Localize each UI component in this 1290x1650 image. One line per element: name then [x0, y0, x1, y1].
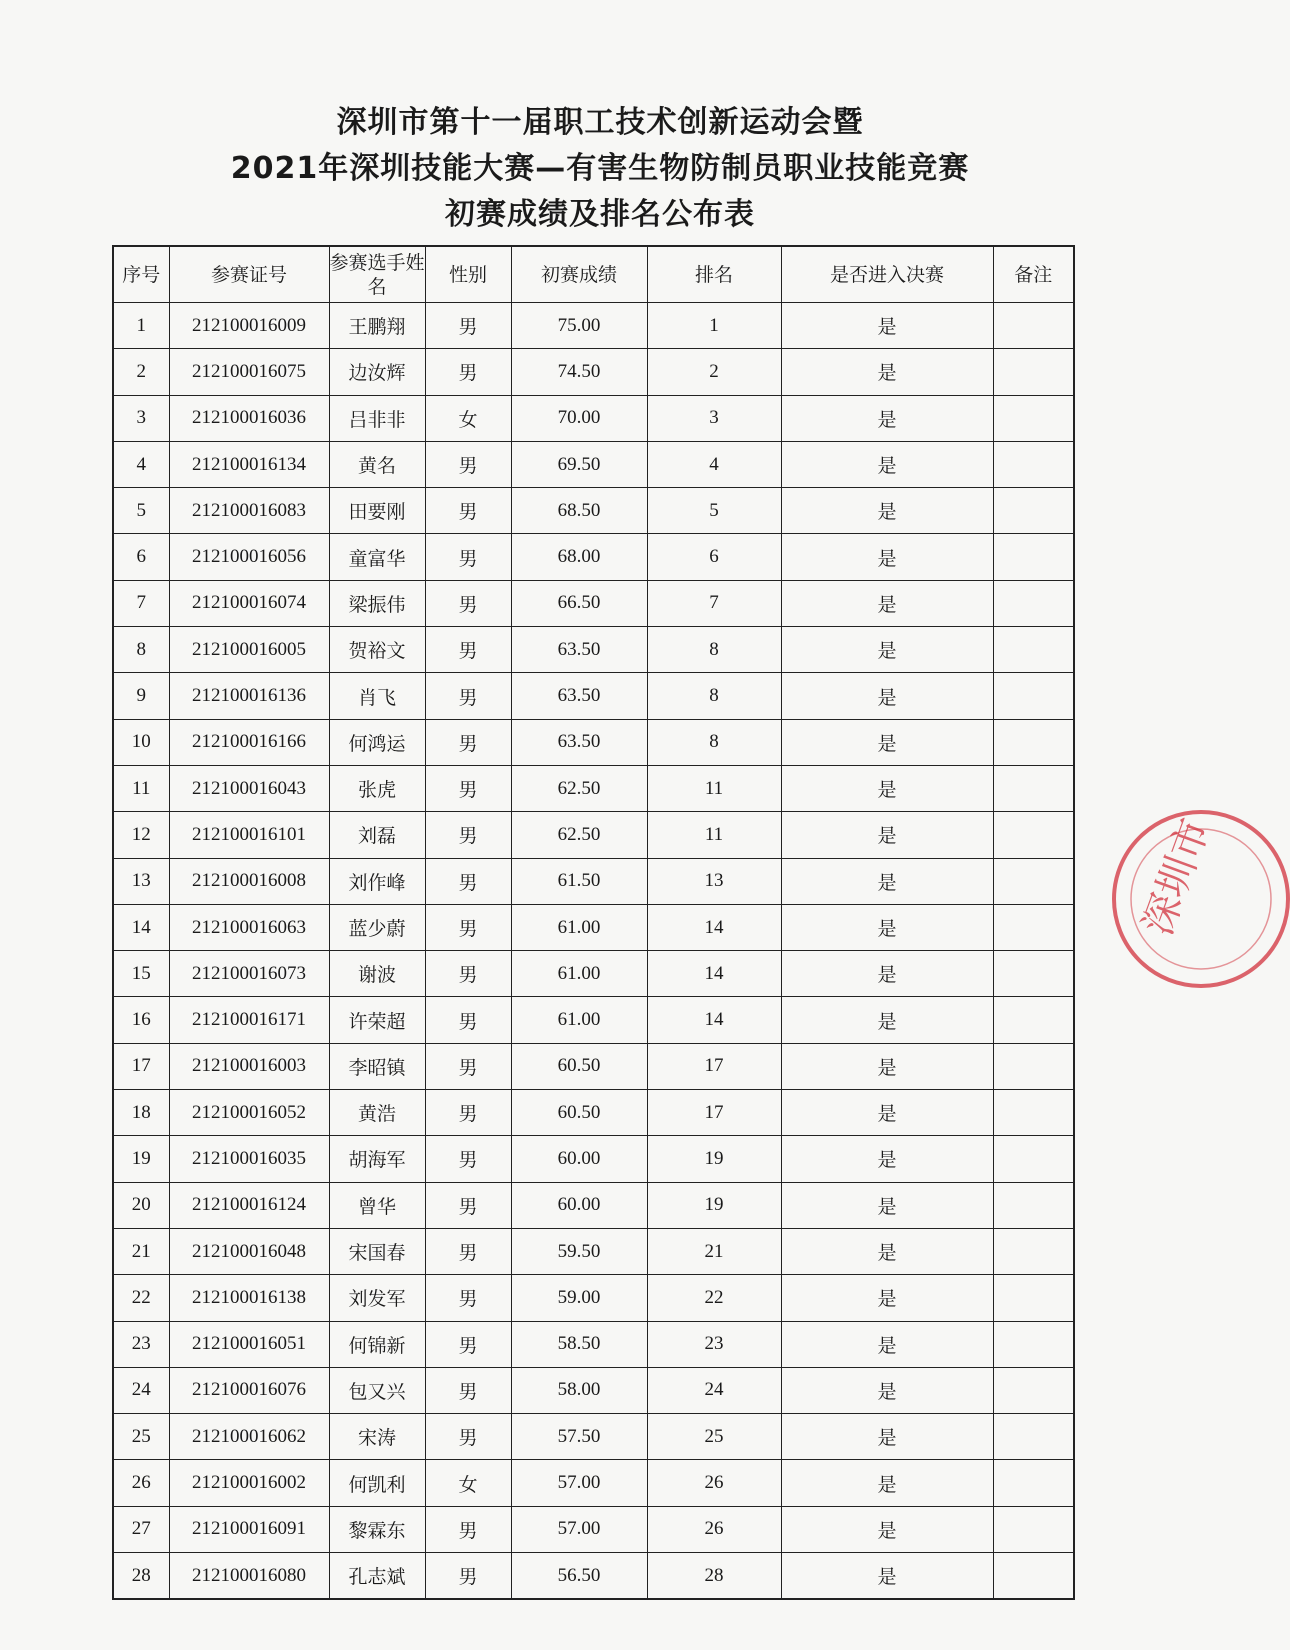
table-row	[113, 488, 1074, 534]
cell-gender: 男	[425, 1506, 511, 1552]
cell-remark	[993, 1414, 1074, 1460]
cell-gender: 男	[425, 673, 511, 719]
cell-score: 68.50	[511, 488, 647, 534]
cell-final: 是	[781, 395, 993, 441]
table-row	[113, 1321, 1074, 1367]
cell-remark	[993, 441, 1074, 487]
cell-remark	[993, 303, 1074, 349]
cell-name: 刘发军	[329, 1275, 425, 1321]
cell-seq: 4	[113, 441, 169, 487]
cell-score: 60.00	[511, 1182, 647, 1228]
cell-seq: 2	[113, 349, 169, 395]
table-row	[113, 1460, 1074, 1506]
cell-seq: 1	[113, 303, 169, 349]
table-row	[113, 534, 1074, 580]
cell-final: 是	[781, 534, 993, 580]
cell-name: 王鹏翔	[329, 303, 425, 349]
cell-rank: 26	[647, 1460, 781, 1506]
cell-name: 宋国春	[329, 1228, 425, 1274]
cell-name: 李昭镇	[329, 1043, 425, 1089]
cell-cert-no: 212100016005	[169, 627, 329, 673]
table-row	[113, 1275, 1074, 1321]
cell-seq: 5	[113, 488, 169, 534]
cell-cert-no: 212100016048	[169, 1228, 329, 1274]
cell-name: 何凯利	[329, 1460, 425, 1506]
cell-name: 黄浩	[329, 1090, 425, 1136]
table-row	[113, 997, 1074, 1043]
cell-remark	[993, 1275, 1074, 1321]
cell-final: 是	[781, 1182, 993, 1228]
table-row	[113, 904, 1074, 950]
table-row	[113, 765, 1074, 811]
cell-name: 宋涛	[329, 1414, 425, 1460]
cell-name: 何鸿运	[329, 719, 425, 765]
svg-text:深圳市: 深圳市	[1134, 812, 1220, 942]
cell-cert-no: 212100016051	[169, 1321, 329, 1367]
cell-name: 田要刚	[329, 488, 425, 534]
cell-remark	[993, 1321, 1074, 1367]
cell-gender: 男	[425, 349, 511, 395]
cell-rank: 4	[647, 441, 781, 487]
cell-gender: 男	[425, 303, 511, 349]
cell-final: 是	[781, 997, 993, 1043]
cell-remark	[993, 1367, 1074, 1413]
cell-final: 是	[781, 1460, 993, 1506]
cell-score: 61.00	[511, 904, 647, 950]
table-row	[113, 1506, 1074, 1552]
cell-cert-no: 212100016052	[169, 1090, 329, 1136]
cell-name: 吕非非	[329, 395, 425, 441]
cell-score: 70.00	[511, 395, 647, 441]
cell-rank: 23	[647, 1321, 781, 1367]
cell-score: 68.00	[511, 534, 647, 580]
cell-seq: 25	[113, 1414, 169, 1460]
cell-rank: 1	[647, 303, 781, 349]
cell-cert-no: 212100016036	[169, 395, 329, 441]
cell-score: 57.50	[511, 1414, 647, 1460]
cell-remark	[993, 580, 1074, 626]
cell-seq: 28	[113, 1553, 169, 1600]
cell-final: 是	[781, 1228, 993, 1274]
cell-cert-no: 212100016056	[169, 534, 329, 580]
cell-remark	[993, 673, 1074, 719]
cell-rank: 19	[647, 1182, 781, 1228]
cell-remark	[993, 997, 1074, 1043]
cell-name: 许荣超	[329, 997, 425, 1043]
cell-cert-no: 212100016134	[169, 441, 329, 487]
cell-gender: 男	[425, 1553, 511, 1600]
cell-rank: 17	[647, 1043, 781, 1089]
table-row	[113, 441, 1074, 487]
cell-rank: 7	[647, 580, 781, 626]
cell-gender: 男	[425, 1228, 511, 1274]
cell-cert-no: 212100016009	[169, 303, 329, 349]
cell-seq: 21	[113, 1228, 169, 1274]
cell-cert-no: 212100016124	[169, 1182, 329, 1228]
cell-name: 胡海军	[329, 1136, 425, 1182]
cell-gender: 男	[425, 1321, 511, 1367]
header-score: 初赛成绩	[511, 246, 647, 303]
cell-rank: 5	[647, 488, 781, 534]
cell-rank: 2	[647, 349, 781, 395]
table-body	[113, 303, 1074, 1600]
cell-final: 是	[781, 765, 993, 811]
table-row	[113, 812, 1074, 858]
cell-remark	[993, 395, 1074, 441]
results-table	[112, 245, 1075, 1600]
cell-seq: 13	[113, 858, 169, 904]
cell-score: 63.50	[511, 627, 647, 673]
cell-score: 58.50	[511, 1321, 647, 1367]
cell-remark	[993, 719, 1074, 765]
cell-name: 何锦新	[329, 1321, 425, 1367]
cell-rank: 24	[647, 1367, 781, 1413]
cell-remark	[993, 1228, 1074, 1274]
table-row	[113, 303, 1074, 349]
header-final: 是否进入决赛	[781, 246, 993, 303]
cell-score: 60.50	[511, 1090, 647, 1136]
cell-gender: 男	[425, 627, 511, 673]
cell-remark	[993, 1090, 1074, 1136]
cell-rank: 14	[647, 997, 781, 1043]
cell-cert-no: 212100016136	[169, 673, 329, 719]
cell-cert-no: 212100016008	[169, 858, 329, 904]
cell-score: 74.50	[511, 349, 647, 395]
cell-rank: 11	[647, 765, 781, 811]
cell-seq: 17	[113, 1043, 169, 1089]
cell-final: 是	[781, 1090, 993, 1136]
cell-score: 63.50	[511, 673, 647, 719]
cell-score: 59.50	[511, 1228, 647, 1274]
cell-seq: 12	[113, 812, 169, 858]
cell-gender: 男	[425, 1090, 511, 1136]
cell-rank: 8	[647, 627, 781, 673]
cell-rank: 26	[647, 1506, 781, 1552]
table-row	[113, 719, 1074, 765]
cell-remark	[993, 1182, 1074, 1228]
cell-remark	[993, 627, 1074, 673]
table-row	[113, 1228, 1074, 1274]
cell-gender: 男	[425, 1136, 511, 1182]
cell-rank: 11	[647, 812, 781, 858]
header-gender: 性别	[425, 246, 511, 303]
cell-score: 62.50	[511, 812, 647, 858]
title-line-1: 深圳市第十一届职工技术创新运动会暨	[336, 105, 864, 140]
cell-seq: 16	[113, 997, 169, 1043]
cell-seq: 20	[113, 1182, 169, 1228]
table-row	[113, 673, 1074, 719]
table-row	[113, 349, 1074, 395]
cell-seq: 10	[113, 719, 169, 765]
cell-final: 是	[781, 904, 993, 950]
cell-rank: 22	[647, 1275, 781, 1321]
cell-cert-no: 212100016083	[169, 488, 329, 534]
header-name: 参赛选手姓名	[329, 246, 425, 303]
cell-seq: 7	[113, 580, 169, 626]
cell-remark	[993, 349, 1074, 395]
cell-remark	[993, 1460, 1074, 1506]
cell-rank: 8	[647, 719, 781, 765]
cell-seq: 6	[113, 534, 169, 580]
cell-seq: 3	[113, 395, 169, 441]
cell-remark	[993, 765, 1074, 811]
cell-seq: 24	[113, 1367, 169, 1413]
cell-final: 是	[781, 627, 993, 673]
cell-score: 63.50	[511, 719, 647, 765]
cell-seq: 14	[113, 904, 169, 950]
cell-cert-no: 212100016101	[169, 812, 329, 858]
cell-name: 肖飞	[329, 673, 425, 719]
cell-score: 61.00	[511, 997, 647, 1043]
cell-score: 60.50	[511, 1043, 647, 1089]
cell-score: 57.00	[511, 1460, 647, 1506]
cell-gender: 男	[425, 858, 511, 904]
cell-final: 是	[781, 1414, 993, 1460]
cell-remark	[993, 534, 1074, 580]
cell-final: 是	[781, 812, 993, 858]
cell-cert-no: 212100016002	[169, 1460, 329, 1506]
cell-gender: 男	[425, 1182, 511, 1228]
cell-final: 是	[781, 1553, 993, 1600]
table-row	[113, 1553, 1074, 1600]
cell-score: 57.00	[511, 1506, 647, 1552]
cell-cert-no: 212100016138	[169, 1275, 329, 1321]
cell-seq: 11	[113, 765, 169, 811]
cell-final: 是	[781, 580, 993, 626]
table-row	[113, 1367, 1074, 1413]
cell-final: 是	[781, 858, 993, 904]
cell-cert-no: 212100016171	[169, 997, 329, 1043]
cell-seq: 8	[113, 627, 169, 673]
cell-final: 是	[781, 441, 993, 487]
cell-rank: 6	[647, 534, 781, 580]
cell-gender: 男	[425, 1414, 511, 1460]
cell-remark	[993, 904, 1074, 950]
cell-remark	[993, 1043, 1074, 1089]
cell-score: 69.50	[511, 441, 647, 487]
cell-final: 是	[781, 303, 993, 349]
cell-remark	[993, 1506, 1074, 1552]
cell-score: 59.00	[511, 1275, 647, 1321]
cell-name: 边汝辉	[329, 349, 425, 395]
cell-cert-no: 212100016076	[169, 1367, 329, 1413]
cell-name: 刘磊	[329, 812, 425, 858]
cell-gender: 男	[425, 904, 511, 950]
cell-gender: 男	[425, 534, 511, 580]
cell-final: 是	[781, 488, 993, 534]
cell-final: 是	[781, 1043, 993, 1089]
table-row	[113, 1414, 1074, 1460]
cell-seq: 26	[113, 1460, 169, 1506]
cell-gender: 男	[425, 812, 511, 858]
cell-name: 黎霖东	[329, 1506, 425, 1552]
cell-score: 75.00	[511, 303, 647, 349]
cell-final: 是	[781, 1275, 993, 1321]
cell-seq: 27	[113, 1506, 169, 1552]
seal-graphic	[1116, 814, 1286, 984]
header-remark: 备注	[993, 246, 1074, 303]
cell-cert-no: 212100016075	[169, 349, 329, 395]
cell-cert-no: 212100016073	[169, 951, 329, 997]
cell-final: 是	[781, 349, 993, 395]
cell-gender: 男	[425, 580, 511, 626]
title-line-2: 2021年深圳技能大赛—有害生物防制员职业技能竞赛	[230, 151, 970, 186]
header-cert-no: 参赛证号	[169, 246, 329, 303]
cell-rank: 14	[647, 904, 781, 950]
cell-final: 是	[781, 673, 993, 719]
table-row	[113, 1182, 1074, 1228]
table-row	[113, 627, 1074, 673]
table-row	[113, 395, 1074, 441]
cell-score: 61.50	[511, 858, 647, 904]
cell-rank: 14	[647, 951, 781, 997]
cell-final: 是	[781, 951, 993, 997]
cell-gender: 男	[425, 951, 511, 997]
cell-name: 贺裕文	[329, 627, 425, 673]
cell-seq: 19	[113, 1136, 169, 1182]
cell-rank: 28	[647, 1553, 781, 1600]
cell-final: 是	[781, 1506, 993, 1552]
cell-final: 是	[781, 1136, 993, 1182]
cell-remark	[993, 1136, 1074, 1182]
cell-gender: 男	[425, 1043, 511, 1089]
cell-seq: 22	[113, 1275, 169, 1321]
cell-final: 是	[781, 1367, 993, 1413]
cell-rank: 25	[647, 1414, 781, 1460]
cell-gender: 男	[425, 1367, 511, 1413]
official-seal	[1112, 810, 1290, 988]
cell-cert-no: 212100016080	[169, 1553, 329, 1600]
table-row	[113, 1090, 1074, 1136]
cell-name: 谢波	[329, 951, 425, 997]
table-row	[113, 580, 1074, 626]
table-row	[113, 858, 1074, 904]
cell-final: 是	[781, 719, 993, 765]
cell-cert-no: 212100016074	[169, 580, 329, 626]
cell-cert-no: 212100016043	[169, 765, 329, 811]
cell-score: 61.00	[511, 951, 647, 997]
cell-score: 56.50	[511, 1553, 647, 1600]
cell-gender: 男	[425, 997, 511, 1043]
cell-gender: 男	[425, 488, 511, 534]
cell-name: 黄名	[329, 441, 425, 487]
cell-rank: 13	[647, 858, 781, 904]
cell-remark	[993, 812, 1074, 858]
cell-seq: 15	[113, 951, 169, 997]
cell-score: 58.00	[511, 1367, 647, 1413]
header-seq: 序号	[113, 246, 169, 303]
cell-gender: 男	[425, 1275, 511, 1321]
cell-name: 张虎	[329, 765, 425, 811]
cell-name: 梁振伟	[329, 580, 425, 626]
table-row	[113, 951, 1074, 997]
cell-remark	[993, 488, 1074, 534]
cell-name: 孔志斌	[329, 1553, 425, 1600]
cell-cert-no: 212100016035	[169, 1136, 329, 1182]
cell-seq: 9	[113, 673, 169, 719]
cell-seq: 18	[113, 1090, 169, 1136]
cell-name: 蓝少蔚	[329, 904, 425, 950]
cell-name: 刘作峰	[329, 858, 425, 904]
header-rank: 排名	[647, 246, 781, 303]
cell-cert-no: 212100016003	[169, 1043, 329, 1089]
cell-name: 包又兴	[329, 1367, 425, 1413]
cell-remark	[993, 1553, 1074, 1600]
table-row	[113, 1043, 1074, 1089]
cell-score: 62.50	[511, 765, 647, 811]
cell-rank: 19	[647, 1136, 781, 1182]
cell-gender: 女	[425, 1460, 511, 1506]
cell-rank: 3	[647, 395, 781, 441]
cell-gender: 男	[425, 441, 511, 487]
cell-rank: 21	[647, 1228, 781, 1274]
cell-remark	[993, 858, 1074, 904]
document-title	[0, 100, 1200, 238]
cell-final: 是	[781, 1321, 993, 1367]
cell-score: 66.50	[511, 580, 647, 626]
cell-cert-no: 212100016062	[169, 1414, 329, 1460]
header-row	[113, 246, 1074, 303]
cell-cert-no: 212100016063	[169, 904, 329, 950]
cell-cert-no: 212100016166	[169, 719, 329, 765]
cell-gender: 女	[425, 395, 511, 441]
cell-gender: 男	[425, 719, 511, 765]
table-row	[113, 1136, 1074, 1182]
cell-score: 60.00	[511, 1136, 647, 1182]
title-line-3: 初赛成绩及排名公布表	[445, 197, 755, 232]
cell-seq: 23	[113, 1321, 169, 1367]
cell-gender: 男	[425, 765, 511, 811]
cell-name: 曾华	[329, 1182, 425, 1228]
cell-cert-no: 212100016091	[169, 1506, 329, 1552]
cell-name: 童富华	[329, 534, 425, 580]
cell-rank: 8	[647, 673, 781, 719]
cell-remark	[993, 951, 1074, 997]
cell-rank: 17	[647, 1090, 781, 1136]
